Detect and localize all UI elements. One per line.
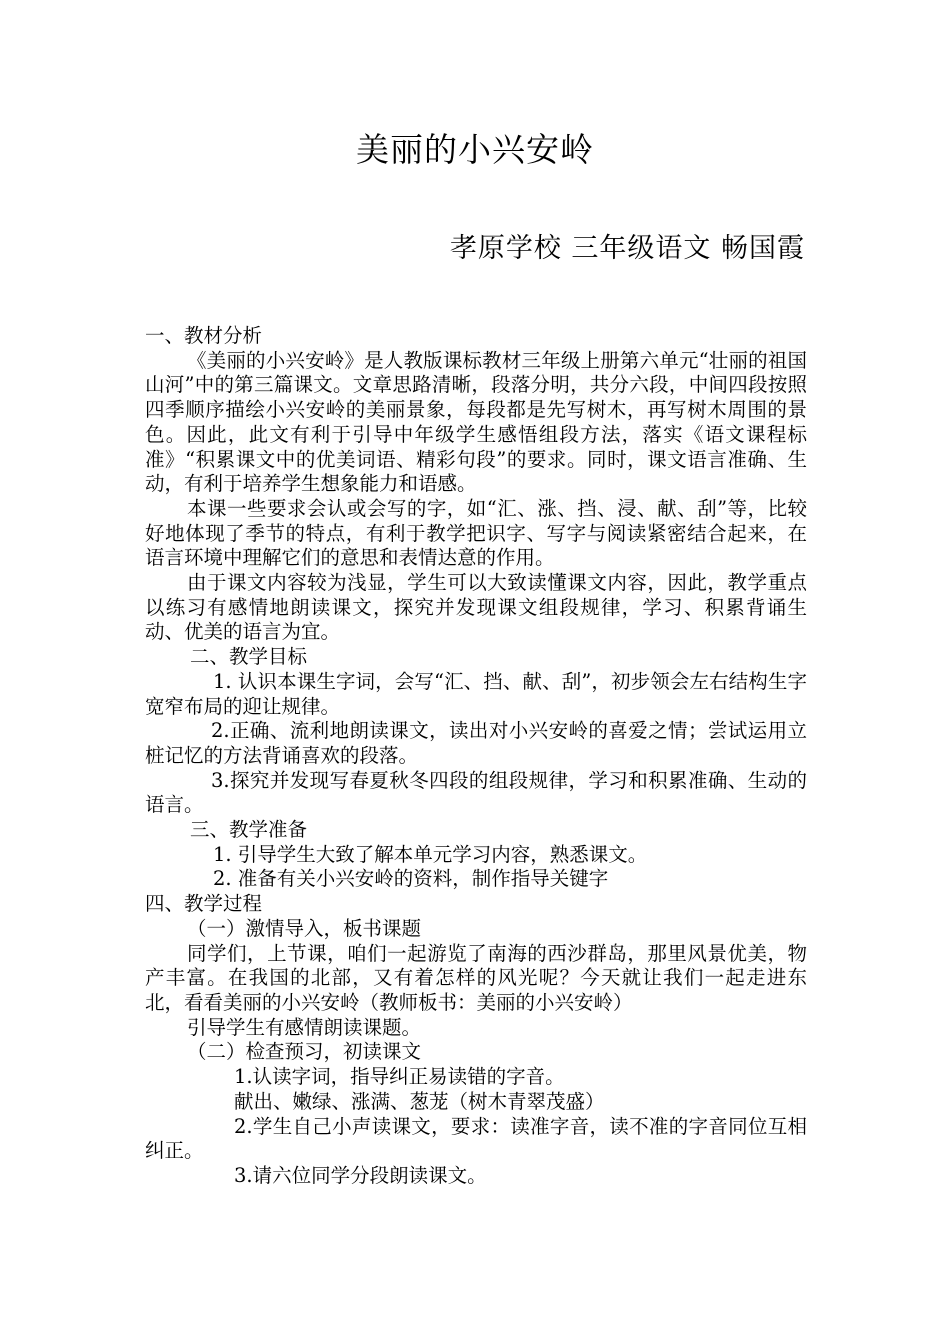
process-item: 3.请六位同学分段朗读课文。 <box>234 1163 487 1187</box>
preparation-item: 2. 准备有关小兴安岭的资料，制作指导关键字 <box>213 867 609 891</box>
goal-item: 3.探究并发现写春夏秋冬四段的组段规律，学习和积累准确、生动的语言。 <box>145 768 807 817</box>
document-title: 美丽的小兴安岭 <box>356 130 594 169</box>
goal-item: 2.正确、流利地朗读课文，读出对小兴安岭的喜爱之情；尝试运用立桩记忆的方法背诵喜欢的段落。 <box>145 719 807 767</box>
document-body <box>145 324 807 1189</box>
paragraph: 《美丽的小兴安岭》是人教版课标教材三年级上册第六单元“壮丽的祖国山河”中的第三篇课文。文章思路清晰，段落分明，共分六段，中间四段按照四季顺序描绘小兴安岭的美丽景象，每段都是先写树木，再写树木周围的景色。因此，此文有利于引导中年级学生感悟组段方法，落实《语文课程标准》“积累课文中的优美词语、精彩句段”的要求。同时，课文语言准确、生动，有利于培养学生想象能力和语感。 <box>145 348 807 496</box>
process-item: 2.学生自己小声读课文，要求：读准字音，读不准的字音同位互相纠正。 <box>145 1114 807 1163</box>
paragraph: 引导学生有感情朗读课题。 <box>187 1015 422 1039</box>
preparation-item: 1. 引导学生大致了解本单元学习内容，熟悉课文。 <box>213 842 648 866</box>
process-item: 1.认读字词，指导纠正易读错的字音。 <box>234 1065 565 1089</box>
paragraph: 同学们，上节课，咱们一起游览了南海的西沙群岛，那里风景优美，物产丰富。在我国的北部，又有着怎样的风光呢？今天就让我们一起走进东北，看看美丽的小兴安岭（教师板书：美丽的小兴安岭） <box>145 941 807 1014</box>
section-heading-process: 四、教学过程 <box>145 892 263 916</box>
goal-item: 1. 认识本课生字词，会写“汇、挡、献、刮”，初步领会左右结构生字宽窄布局的迎让规律。 <box>145 669 807 718</box>
section-heading-analysis: 一、教材分析 <box>145 324 263 347</box>
step-heading: （二）检查预习，初读课文 <box>187 1040 422 1064</box>
author-line: 孝原学校 三年级语文 畅国霞 <box>449 233 805 264</box>
step-heading: （一）激情导入，板书课题 <box>187 916 422 940</box>
process-item-words: 献出、嫩绿、涨满、葱茏（树木青翠茂盛） <box>234 1089 605 1113</box>
paragraph: 本课一些要求会认或会写的字，如“汇、涨、挡、浸、献、刮”等，比较好地体现了季节的特点，有利于教学把识字、写字与阅读紧密结合起来，在语言环境中理解它们的意思和表情达意的作用。 <box>145 496 807 570</box>
section-heading-goals: 二、教学目标 <box>190 645 308 669</box>
section-heading-preparation: 三、教学准备 <box>190 818 308 842</box>
paragraph: 由于课文内容较为浅显，学生可以大致读懂课文内容，因此，教学重点以练习有感情地朗读课文，探究并发现课文组段规律，学习、积累背诵生动、优美的语言为宜。 <box>145 571 807 644</box>
